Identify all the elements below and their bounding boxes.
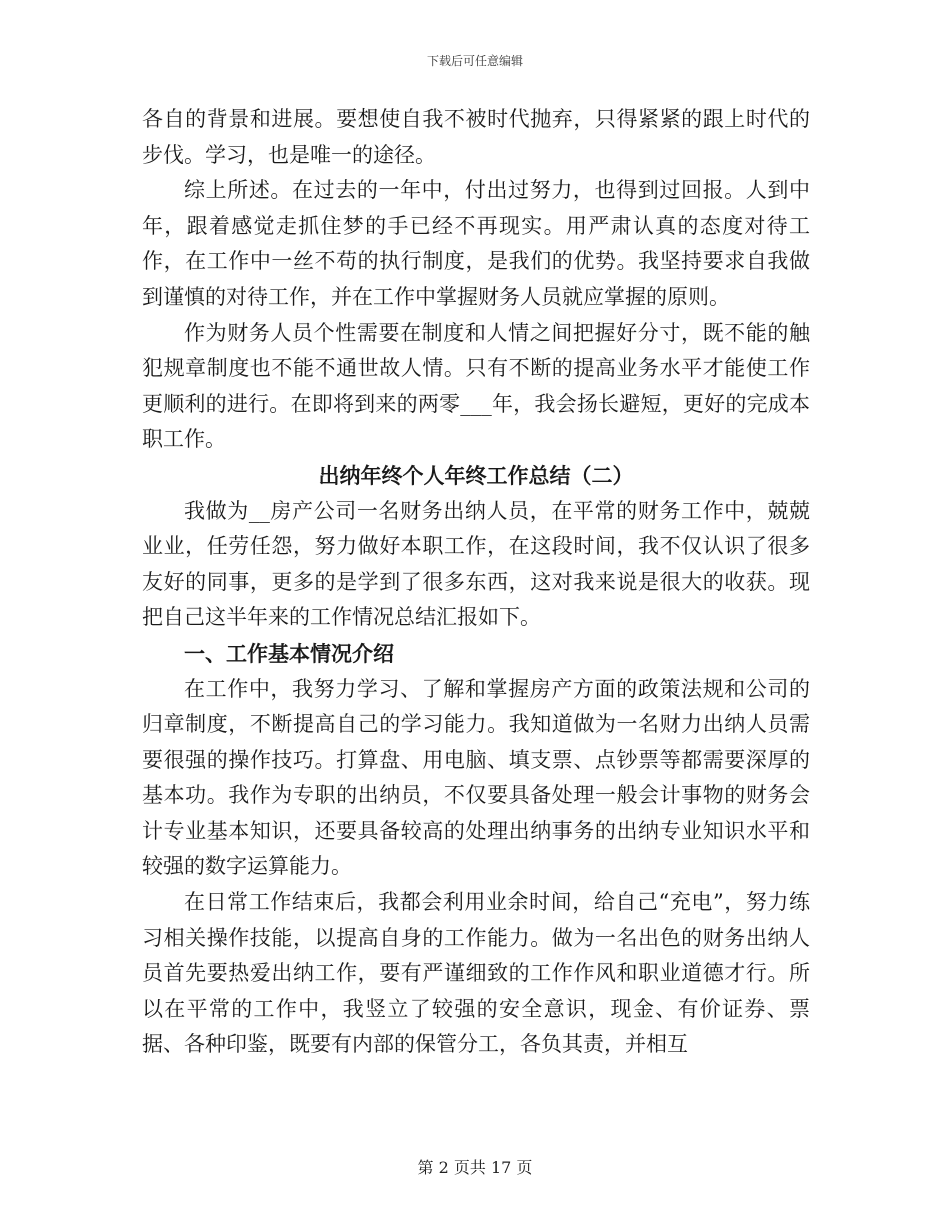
paragraph-2: 综上所述。在过去的一年中，付出过努力，也得到过回报。人到中年，跟着感觉走抓住梦的手已经不再现实。用严肃认真的态度对待工作，在工作中一丝不苟的执行制度，是我们的优势。我坚持要求自我做到谨慎的对待工作，并在工作中掌握财务人员就应掌握的原则。: [142, 178, 810, 309]
paragraph-5: 在工作中，我努力学习、了解和掌握房产方面的政策法规和公司的归章制度，不断提高自己的学习能力。我知道做为一名财力出纳人员需要很强的操作技巧。打算盘、用电脑、填支票、点钞票等都需要深厚的基本功。我作为专职的出纳员，不仅要具备处理一般会计事物的财务会计专业基本知识，还要具备较高的处理出纳事务的出纳专业知识水平和较强的数字运算能力。: [142, 676, 810, 879]
document-body: [142, 102, 810, 1063]
paragraph-6: 在日常工作结束后，我都会利用业余时间，给自己“充电”，努力练习相关操作技能，以提高自身的工作能力。做为一名出色的财务出纳人员首先要热爱出纳工作，要有严谨细致的工作作风和职业道德才行。所以在平常的工作中，我竖立了较强的安全意识，现金、有价证券、票据、各种印鉴，既要有内部的保管分工，各负其责，并相互: [142, 890, 810, 1057]
page-footer: 第 2 页共 17 页: [417, 1158, 533, 1177]
page-header: 下载后可任意编辑: [426, 54, 523, 68]
paragraph-1: 各自的背景和进展。要想使自我不被时代抛弃，只得紧紧的跟上时代的步伐。学习，也是唯一的途径。: [142, 107, 810, 167]
paragraph-4: 我做为__房产公司一名财务出纳人员，在平常的财务工作中，兢兢业业，任劳任怨，努力做好本职工作，在这段时间，我不仅认识了很多友好的同事，更多的是学到了很多东西，这对我来说是很大的收获。现把自己这半年来的工作情况总结汇报如下。: [142, 498, 810, 630]
paragraph-3: 作为财务人员个性需要在制度和人情之间把握好分寸，既不能的触犯规章制度也不能不通世故人情。只有不断的提高业务水平才能使工作更顺利的进行。在即将到来的两零___年，我会扬长避短，更好的完成本职工作。: [142, 320, 810, 452]
section-title: 出纳年终个人年终工作总结（二）: [318, 462, 634, 488]
subsection-heading: 一、工作基本情况介绍: [184, 640, 394, 666]
